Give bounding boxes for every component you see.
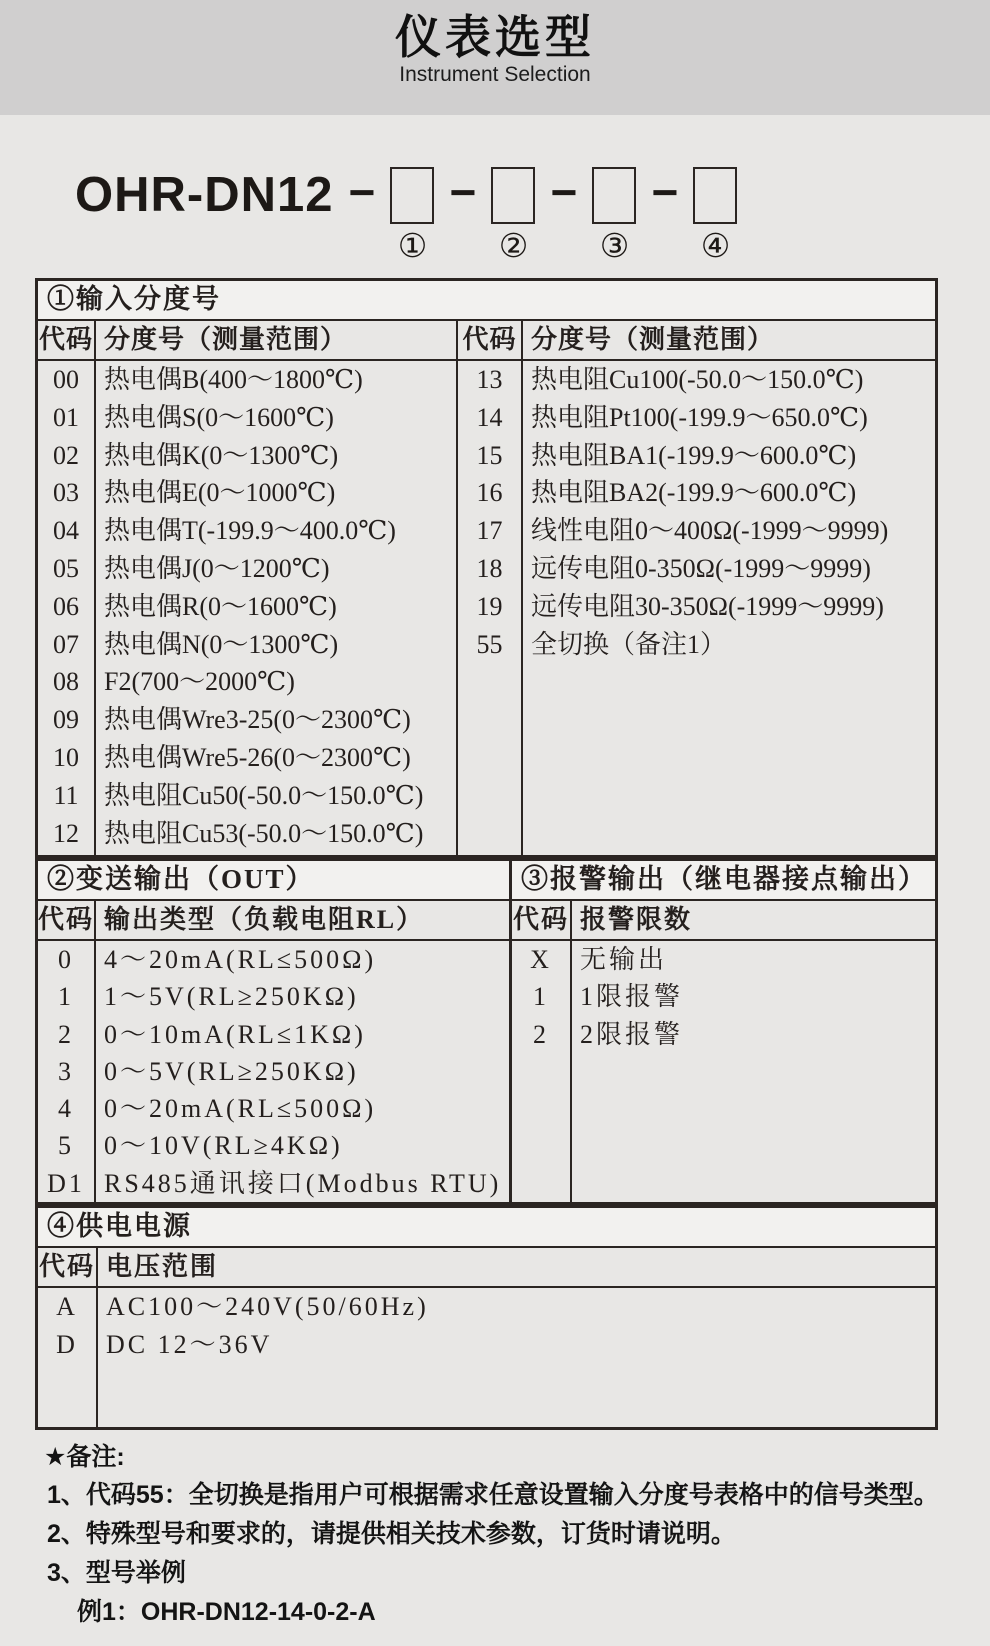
- model-slot: [434, 167, 535, 265]
- input-code-cell: 14: [476, 402, 503, 432]
- output-desc-cell: 0～10mA(RL≤1KΩ): [104, 1019, 366, 1049]
- dash-separator: −: [449, 166, 477, 218]
- input-code-cell: 11: [53, 780, 79, 810]
- input-table-title: ①输入分度号: [38, 281, 935, 321]
- input-code-cell: 10: [53, 742, 79, 772]
- input-code-cell: 03: [53, 478, 79, 508]
- input-desc-cell: 热电偶J(0～1200℃): [104, 553, 330, 583]
- output-table: [38, 861, 512, 1202]
- input-desc-cell: 热电阻Cu53(-50.0～150.0℃): [104, 818, 424, 848]
- input-code-cell: 02: [53, 440, 79, 470]
- model-example: 例1：OHR-DN12-14-0-2-A: [77, 1598, 376, 1626]
- desc-column-header: 报警限数: [572, 901, 935, 941]
- alarm-table-title: ③报警输出（继电器接点输出）: [512, 861, 935, 901]
- slot-number: ④: [700, 229, 731, 265]
- input-desc-cell: 热电偶Wre3-25(0～2300℃): [104, 705, 411, 735]
- output-code-cell: 4: [58, 1094, 74, 1124]
- power-code-column: [38, 1248, 98, 1427]
- code-column-header: 代码: [512, 901, 570, 941]
- slot-number: ②: [498, 229, 529, 265]
- input-table: [35, 278, 938, 858]
- power-desc-column: [98, 1248, 935, 1427]
- slot-number: ③: [599, 229, 630, 265]
- input-code-cell: 00: [53, 365, 79, 394]
- input-desc-cell: 全切换（备注1）: [531, 629, 727, 659]
- input-desc-cell: 远传电阻0-350Ω(-1999～9999): [531, 553, 871, 583]
- output-desc-cell: 0～5V(RL≥250KΩ): [104, 1056, 359, 1086]
- power-table-title: ④供电电源: [38, 1208, 935, 1248]
- output-desc-cell: RS485通讯接口(Modbus RTU): [104, 1168, 502, 1198]
- desc-column-header: 分度号（测量范围）: [523, 321, 935, 361]
- power-desc-cell: AC100～240V(50/60Hz): [106, 1292, 429, 1321]
- model-number-line: [75, 167, 990, 265]
- output-desc-cell: 0～20mA(RL≤500Ω): [104, 1094, 377, 1124]
- power-code-cell: A: [56, 1292, 78, 1321]
- input-code-cell: 05: [53, 553, 79, 583]
- remark-item: 1、代码55：全切换是指用户可根据需求任意设置输入分度号表格中的信号类型。: [47, 1481, 939, 1509]
- code-column-header: 代码: [38, 321, 94, 361]
- input-desc-cell: 远传电阻30-350Ω(-1999～9999): [531, 591, 884, 621]
- input-code-cell: 17: [476, 516, 503, 546]
- model-code-box: [390, 167, 434, 224]
- input-desc-cell: F2(700～2000℃): [104, 667, 295, 697]
- input-desc-cell: 热电偶K(0～1300℃): [104, 440, 339, 470]
- slot-number: ①: [397, 229, 428, 265]
- input-code-cell: 16: [476, 478, 503, 508]
- alarm-desc-cell: 2限报警: [580, 1019, 684, 1049]
- input-code-cell: 07: [53, 629, 79, 659]
- output-code-cell: 1: [58, 982, 74, 1012]
- power-code-cell: D: [56, 1330, 78, 1359]
- code-column-header: 代码: [38, 901, 94, 941]
- input-code-cell: 13: [476, 365, 503, 394]
- input-code-cell: 15: [476, 440, 503, 470]
- input-code-cell: 08: [53, 667, 79, 697]
- alarm-code-cell: 1: [533, 982, 549, 1012]
- output-desc-cell: 0～10V(RL≥4KΩ): [104, 1131, 343, 1161]
- input-desc-cell: 线性电阻0～400Ω(-1999～9999): [531, 516, 889, 546]
- output-code-cell: 2: [58, 1019, 74, 1049]
- input-desc-cell: 热电阻Cu50(-50.0～150.0℃): [104, 780, 424, 810]
- model-slot: [333, 167, 434, 265]
- input-desc-cell: 热电偶E(0～1000℃): [104, 478, 336, 508]
- output-alarm-tables: [35, 858, 938, 1205]
- input-left-desc-column: [96, 321, 458, 855]
- alarm-table: [512, 861, 935, 1202]
- output-table-title: ②变送输出（OUT）: [38, 861, 509, 901]
- input-desc-cell: 热电阻Cu100(-50.0～150.0℃): [531, 365, 864, 394]
- input-desc-cell: 热电阻Pt100(-199.9～650.0℃): [531, 402, 868, 432]
- page-subtitle: Instrument Selection: [399, 63, 591, 86]
- input-desc-cell: 热电阻BA1(-199.9～600.0℃): [531, 440, 857, 470]
- output-desc-cell: 4～20mA(RL≤500Ω): [104, 945, 377, 974]
- remark-item: 3、型号举例: [47, 1559, 186, 1587]
- input-code-cell: 12: [53, 818, 79, 848]
- alarm-code-cell: X: [530, 945, 552, 974]
- remark-item: 2、特殊型号和要求的，请提供相关技术参数，订货时请说明。: [47, 1520, 736, 1548]
- input-desc-cell: 热电偶N(0～1300℃): [104, 629, 339, 659]
- dash-separator: −: [550, 166, 578, 218]
- output-code-column: [38, 901, 96, 1202]
- alarm-desc-cell: 无输出: [580, 945, 668, 974]
- model-code-box: [491, 167, 535, 224]
- desc-column-header: 输出类型（负载电阻RL）: [96, 901, 509, 941]
- model-slots: [333, 167, 737, 265]
- model-code-box: [693, 167, 737, 224]
- alarm-code-cell: 2: [533, 1019, 549, 1049]
- alarm-code-column: [512, 901, 572, 1202]
- input-right-code-column: [458, 321, 523, 855]
- model-code-box: [592, 167, 636, 224]
- remarks-title: ★备注:: [44, 1443, 125, 1471]
- output-code-cell: 0: [58, 945, 74, 974]
- input-code-cell: 04: [53, 516, 79, 546]
- input-desc-cell: 热电偶B(400～1800℃): [104, 365, 363, 394]
- input-desc-cell: 热电偶S(0～1600℃): [104, 402, 334, 432]
- input-desc-cell: 热电偶Wre5-26(0～2300℃): [104, 742, 411, 772]
- input-code-cell: 06: [53, 591, 79, 621]
- remarks-section: [44, 1438, 990, 1632]
- model-slot: [636, 167, 737, 265]
- input-code-cell: 19: [476, 591, 503, 621]
- input-code-cell: 18: [476, 553, 503, 583]
- code-column-header: 代码: [458, 321, 521, 361]
- input-left-code-column: [38, 321, 96, 855]
- output-code-cell: 3: [58, 1056, 74, 1086]
- input-desc-cell: 热电偶T(-199.9～400.0℃): [104, 516, 396, 546]
- output-desc-column: [96, 901, 509, 1202]
- output-code-cell: D1: [47, 1168, 85, 1198]
- alarm-desc-cell: 1限报警: [580, 982, 684, 1012]
- power-desc-cell: DC 12～36V: [106, 1330, 273, 1359]
- input-desc-cell: 热电偶R(0～1600℃): [104, 591, 337, 621]
- input-code-cell: 09: [53, 705, 79, 735]
- input-right-desc-column: [523, 321, 935, 855]
- input-code-cell: 55: [476, 629, 503, 659]
- dash-separator: −: [651, 166, 679, 218]
- header-band: [0, 0, 990, 115]
- output-desc-cell: 1～5V(RL≥250KΩ): [104, 982, 359, 1012]
- code-column-header: 代码: [38, 1248, 96, 1288]
- model-slot: [535, 167, 636, 265]
- power-table: [35, 1205, 938, 1430]
- input-desc-cell: 热电阻BA2(-199.9～600.0℃): [531, 478, 857, 508]
- input-code-cell: 01: [53, 402, 79, 432]
- desc-column-header: 分度号（测量范围）: [96, 321, 456, 361]
- model-prefix: OHR-DN12: [75, 168, 334, 222]
- alarm-desc-column: [572, 901, 935, 1202]
- dash-separator: −: [348, 166, 376, 218]
- output-code-cell: 5: [58, 1131, 74, 1161]
- desc-column-header: 电压范围: [98, 1248, 935, 1288]
- page-title: 仪表选型: [395, 11, 595, 63]
